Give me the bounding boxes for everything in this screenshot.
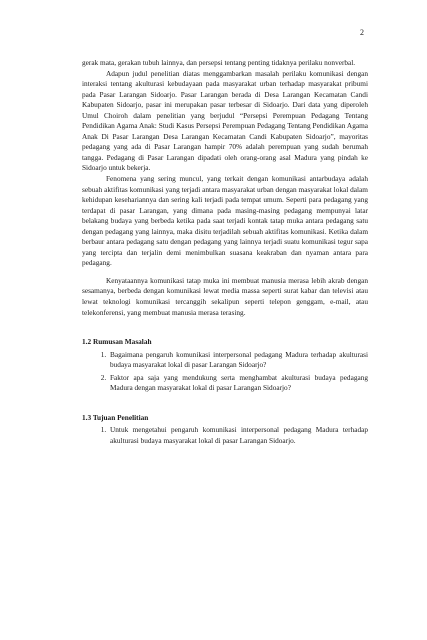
paragraph-continuation: gerak mata, gerakan tubuh lainnya, dan persepsi tentang penting tidaknya perilaku nonverbal.	[82, 58, 356, 67]
paragraph-research-title: Adapun judul penelitian diatas menggambarkan masalah perilaku komunikasi dengan interaksi tentang akulturasi kebudayaan pada masyarakat urban terhadap masyarakat pribumi pada Pasar Larangan Sidoarjo. Pasar Larangan berada di Desa Larangan Kecamatan Candi Kabupaten Sidoarjo, pasar ini merupakan pasar terbesar di Sidoarjo. Dari data yang diperoleh Umul Choiroh dalam penelitian yang berjudul “Persepsi Perempuan Pedagang Tentang Pendidikan Agama Anak: Studi Kasus Persepsi Perempuan Pedagang Tentang Pendidikan Agama Anak Di Pasar Larangan Desa Larangan Kecamatan Candi Kabupaten Sidoarjo”, mayoritas pedagang yang ada di Pasar Larangan hampir 70% adalah perempuan yang sudah berumah tangga. Pedagang di Pasar Larangan dipadati oleh orang-orang asal Madura yang pindah ke Sidoarjo untuk bekerja.	[82, 68, 368, 173]
section-tujuan-penelitian	[82, 413, 368, 447]
section-heading: 1.2 Rumusan Masalah	[82, 337, 152, 347]
problem-list	[82, 350, 368, 394]
list-item: 1. Bagaimana pengaruh komunikasi interpersonal pedagang Madura terhadap akulturasi budaya masyarakat lokal di pasar Larangan Sidoarjo?	[108, 350, 368, 371]
section-heading: 1.3 Tujuan Penelitian	[82, 412, 149, 422]
list-item: 2. Faktor apa saja yang mendukung serta menghambat akulturasi budaya pedagang Madura dengan masyarakat lokal di pasar Larangan Sidoarjo?	[108, 373, 368, 394]
page-number: 2	[360, 28, 364, 37]
list-item: 1. Untuk mengetahui pengaruh komunikasi interpersonal pedagang Madura terhadap akulturasi budaya masyarakat lokal di pasar Larangan Sidoarjo.	[108, 425, 368, 446]
section-rumusan-masalah	[82, 337, 368, 394]
paragraph-phenomenon: Fenomena yang sering muncul, yang terkait dengan komunikasi antarbudaya adalah sebuah aktifitas komunikasi yang terjadi antara masyarakat urban dengan masyarakat lokal dalam kehidupan kesehariannya dan sering kali terjadi pada tempat umum. Seperti para pedagang yang terdapat di pasar Larangan, yang dimana pada masing-masing pedagang mempunyai latar belakang budaya yang berbeda ketika pada saat terjadi kontak tatap muka antara pedagang satu dengan pedagang yang lainnya, maka disitu terjadilah sebuah aktifitas komunikasi. Ketika dalam berbaur antara pedagang satu dengan pedagang yang lainnya terjadi suatu komunikasi tegur sapa yang tercipta dan terjalin demi menimbulkan suasana keakraban dan nyaman antara para pedagang.	[82, 174, 368, 268]
body-text	[82, 58, 368, 449]
paragraph-face-to-face: Kenyataannya komunikasi tatap muka ini membuat manusia merasa lebih akrab dengan sesamanya, berbeda dengan komunikasi lewat media massa seperti surat kabar dan televisi atau lewat teknologi komunikasi tercanggih sekalipun seperti telepon genggam, e-mail, atau telekonferensi, yang membuat manusia merasa terasing.	[82, 275, 368, 317]
objective-list	[82, 425, 368, 446]
